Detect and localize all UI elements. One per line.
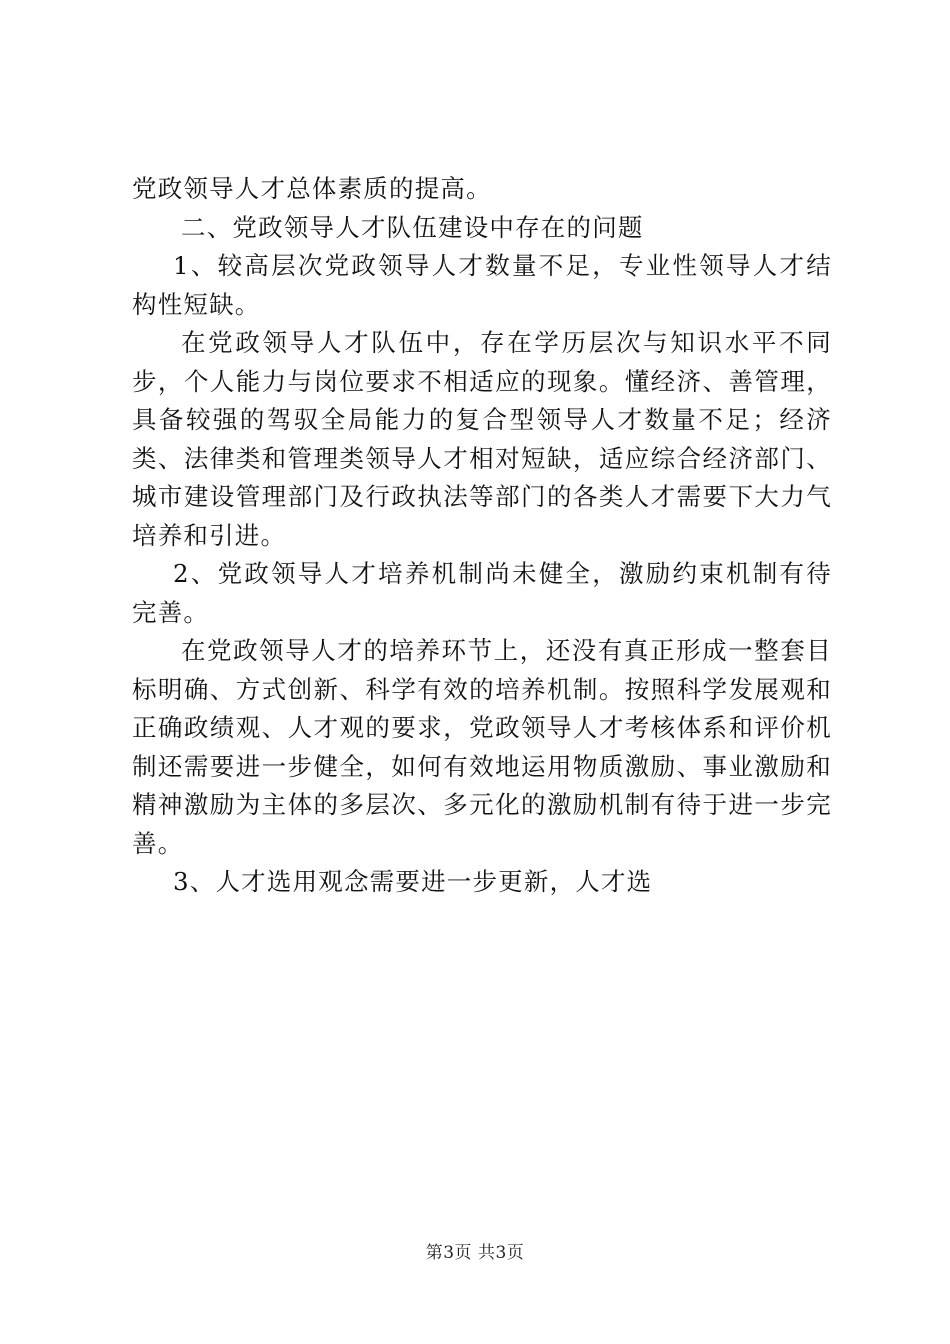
subheading-3: 3、人才选用观念需要进一步更新，人才选 xyxy=(173,867,653,896)
page-number-footer: 第3页 共3页 xyxy=(425,1243,525,1263)
paragraph-2: 在党政领导人才的培养环节上，还没有真正形成一整套目标明确、方式创新、科学有效的培养机制。按照科学发展观和正确政绩观、人才观的要求，党政领导人才考核体系和评价机制还需要进一步健全，如何有效地运用物质激励、事业激励和精神激励为主体的多层次、多元化的激励机制有待于进一步完善。 xyxy=(132,636,832,858)
subheading-1: 1、较高层次党政领导人才数量不足，专业性领导人才结构性短缺。 xyxy=(132,251,832,319)
paragraph-continuation: 党政领导人才总体素质的提高。 xyxy=(132,174,492,203)
section-heading: 二、党政领导人才队伍建设中存在的问题 xyxy=(181,212,644,242)
subheading-2: 2、党政领导人才培养机制尚未健全，激励约束机制有待完善。 xyxy=(132,559,832,627)
document-body xyxy=(132,170,832,902)
paragraph-1: 在党政领导人才队伍中，存在学历层次与知识水平不同步，个人能力与岗位要求不相适应的现象。懂经济、善管理，具备较强的驾驭全局能力的复合型领导人才数量不足；经济类、法律类和管理类领导人才相对短缺，适应综合经济部门、城市建设管理部门及行政执法等部门的各类人才需要下大力气培养和引进。 xyxy=(132,328,832,550)
